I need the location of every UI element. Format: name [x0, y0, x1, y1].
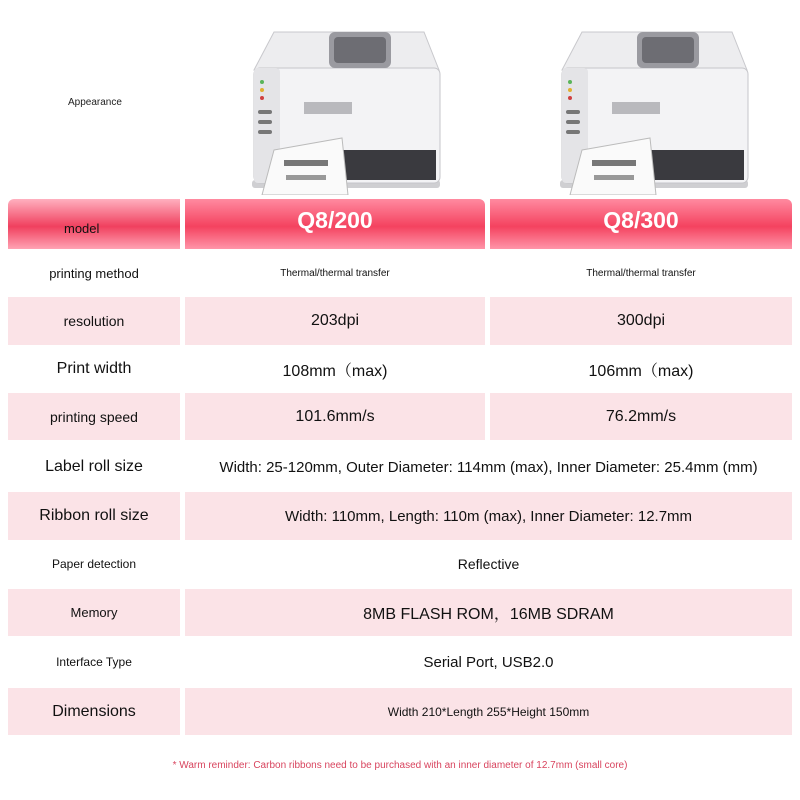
- value-q8-300: 106mm（max): [588, 362, 694, 380]
- value-q8-200: Thermal/thermal transfer: [280, 267, 390, 279]
- row-label: printing method: [49, 265, 139, 281]
- row-interface-type: [8, 638, 792, 686]
- row-dimensions: [8, 688, 792, 735]
- value-shared: Width: 110mm, Length: 110m (max), Inner Diameter: 12.7mm: [185, 492, 792, 540]
- value-shared: Width 210*Length 255*Height 150mm: [185, 688, 792, 735]
- printer-image-q8-300: [542, 10, 752, 195]
- row-label: Label roll size: [45, 458, 143, 475]
- row-label: printing speed: [8, 393, 180, 440]
- value-q8-300: Thermal/thermal transfer: [586, 267, 696, 279]
- header-row: [8, 199, 792, 249]
- value-q8-200: 108mm（max): [282, 362, 388, 380]
- value-q8-200: 203dpi: [185, 297, 485, 345]
- row-resolution: [8, 297, 792, 345]
- row-paper-detection: [8, 541, 792, 587]
- model-header-label: model: [8, 199, 180, 249]
- row-print-width: [8, 346, 792, 392]
- row-ribbon-roll-size: [8, 492, 792, 540]
- row-label: Ribbon roll size: [8, 492, 180, 540]
- row-label: resolution: [8, 297, 180, 345]
- row-label: Interface Type: [56, 655, 132, 669]
- row-printing-method: [8, 250, 792, 296]
- warm-reminder: * Warm reminder: Carbon ribbons need to be purchased with an inner diameter of 12.7mm (small core): [172, 760, 628, 771]
- value-shared: 8MB FLASH ROM，16MB SDRAM: [185, 589, 792, 636]
- value-q8-200: 101.6mm/s: [185, 393, 485, 440]
- row-memory: [8, 589, 792, 636]
- row-label: Print width: [56, 360, 132, 377]
- appearance-label: Appearance: [68, 97, 122, 108]
- row-label-roll-size: [8, 444, 792, 490]
- printer-image-q8-200: [234, 10, 444, 195]
- value-q8-300: 300dpi: [490, 297, 792, 345]
- model-q8-200-header: Q8/200: [185, 199, 485, 249]
- row-label: Dimensions: [8, 688, 180, 735]
- value-shared: Reflective: [457, 556, 520, 572]
- row-label: Paper detection: [51, 557, 137, 571]
- value-shared: Serial Port, USB2.0: [423, 653, 554, 671]
- value-shared: Width: 25-120mm, Outer Diameter: 114mm (max), Inner Diameter: 25.4mm (mm): [219, 458, 758, 476]
- row-printing-speed: [8, 393, 792, 440]
- value-q8-300: 76.2mm/s: [490, 393, 792, 440]
- model-q8-300-header: Q8/300: [490, 199, 792, 249]
- row-label: Memory: [8, 589, 180, 636]
